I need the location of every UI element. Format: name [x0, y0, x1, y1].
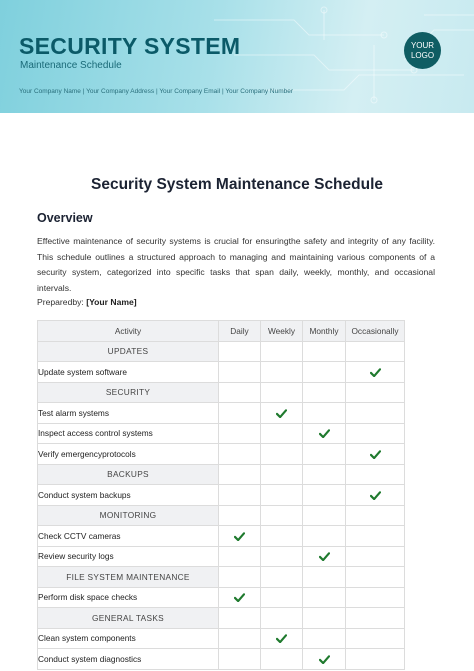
frequency-cell-daily [219, 444, 261, 465]
frequency-cell-occasionally [346, 587, 405, 608]
section-row [38, 382, 405, 403]
section-row [38, 464, 405, 485]
empty-cell [219, 567, 261, 588]
checkmark-icon [370, 368, 381, 377]
document-title: Security System Maintenance Schedule [90, 176, 384, 193]
frequency-cell-weekly [261, 485, 303, 506]
task-label: Update system software [38, 362, 219, 383]
frequency-cell-occasionally [346, 485, 405, 506]
column-header-daily: Daily [219, 321, 261, 342]
task-label: Verify emergencyprotocols [38, 444, 219, 465]
checkmark-icon [319, 655, 330, 664]
empty-cell [303, 464, 346, 485]
frequency-cell-monthly [303, 403, 346, 424]
company-title: SECURITY SYSTEM [19, 33, 241, 59]
logo-text-line2: LOGO [410, 50, 435, 60]
frequency-cell-weekly [261, 587, 303, 608]
prepared-by-label: Preparedby: [37, 297, 84, 307]
checkmark-icon [234, 593, 245, 602]
header-banner [0, 0, 474, 113]
section-label: SECURITY [38, 382, 219, 403]
checkmark-icon [319, 552, 330, 561]
frequency-cell-weekly [261, 546, 303, 567]
section-label: MONITORING [38, 505, 219, 526]
logo-text-line1: YOUR [410, 41, 435, 51]
frequency-cell-daily [219, 423, 261, 444]
empty-cell [346, 341, 405, 362]
section-row [38, 608, 405, 629]
company-subtitle: Maintenance Schedule [20, 60, 122, 71]
section-row [38, 567, 405, 588]
frequency-cell-daily [219, 403, 261, 424]
checkmark-icon [276, 409, 287, 418]
frequency-cell-occasionally [346, 526, 405, 547]
empty-cell [219, 341, 261, 362]
frequency-cell-monthly [303, 587, 346, 608]
frequency-cell-daily [219, 628, 261, 649]
empty-cell [303, 341, 346, 362]
empty-cell [303, 382, 346, 403]
section-row [38, 341, 405, 362]
frequency-cell-weekly [261, 362, 303, 383]
task-row [38, 546, 405, 567]
frequency-cell-monthly [303, 485, 346, 506]
frequency-cell-occasionally [346, 403, 405, 424]
frequency-cell-occasionally [346, 628, 405, 649]
checkmark-icon [319, 429, 330, 438]
logo-placeholder [404, 32, 441, 69]
frequency-cell-monthly [303, 628, 346, 649]
empty-cell [346, 608, 405, 629]
checkmark-icon [234, 532, 245, 541]
schedule-body [38, 341, 405, 669]
frequency-cell-occasionally [346, 423, 405, 444]
section-label: GENERAL TASKS [38, 608, 219, 629]
column-header-occasionally: Occasionally [346, 321, 405, 342]
frequency-cell-weekly [261, 628, 303, 649]
task-row [38, 649, 405, 670]
task-label: Check CCTV cameras [38, 526, 219, 547]
task-row [38, 444, 405, 465]
empty-cell [346, 505, 405, 526]
frequency-cell-daily [219, 649, 261, 670]
empty-cell [346, 567, 405, 588]
task-label: Conduct system diagnostics [38, 649, 219, 670]
frequency-cell-monthly [303, 546, 346, 567]
empty-cell [219, 608, 261, 629]
task-label: Clean system components [38, 628, 219, 649]
empty-cell [261, 382, 303, 403]
task-label: Inspect access control systems [38, 423, 219, 444]
frequency-cell-weekly [261, 649, 303, 670]
column-header-monthly: Monthly [303, 321, 346, 342]
section-label: BACKUPS [38, 464, 219, 485]
frequency-cell-weekly [261, 423, 303, 444]
frequency-cell-daily [219, 526, 261, 547]
task-row [38, 526, 405, 547]
section-row [38, 505, 405, 526]
table-header-row [38, 321, 405, 342]
section-label: UPDATES [38, 341, 219, 362]
frequency-cell-weekly [261, 526, 303, 547]
overview-paragraph: Effective maintenance of security systems is crucial for ensuringthe safety and integrity of any facility. This schedule outlines a structured approach to managing and maintaining various components of a security system, categorized into specific tasks that span daily, weekly, monthly, and occasional intervals. [37, 236, 435, 293]
frequency-cell-monthly [303, 423, 346, 444]
empty-cell [219, 382, 261, 403]
empty-cell [346, 382, 405, 403]
frequency-cell-occasionally [346, 546, 405, 567]
task-label: Review security logs [38, 546, 219, 567]
section-label: FILE SYSTEM MAINTENANCE [38, 567, 219, 588]
empty-cell [219, 505, 261, 526]
column-header-activity: Activity [38, 321, 219, 342]
empty-cell [303, 608, 346, 629]
empty-cell [303, 505, 346, 526]
task-row [38, 628, 405, 649]
task-label: Perform disk space checks [38, 587, 219, 608]
task-row [38, 485, 405, 506]
frequency-cell-occasionally [346, 444, 405, 465]
checkmark-icon [370, 450, 381, 459]
frequency-cell-occasionally [346, 649, 405, 670]
checkmark-icon [276, 634, 287, 643]
checkmark-icon [370, 491, 381, 500]
empty-cell [219, 464, 261, 485]
frequency-cell-monthly [303, 444, 346, 465]
task-row [38, 587, 405, 608]
prepared-by-value: [Your Name] [86, 297, 137, 307]
task-row [38, 403, 405, 424]
frequency-cell-weekly [261, 444, 303, 465]
task-label: Test alarm systems [38, 403, 219, 424]
empty-cell [261, 464, 303, 485]
frequency-cell-monthly [303, 649, 346, 670]
contact-line: Your Company Name | Your Company Address | Your Company Email | Your Company Number [19, 88, 293, 95]
empty-cell [303, 567, 346, 588]
column-header-weekly: Weekly [261, 321, 303, 342]
frequency-cell-daily [219, 362, 261, 383]
schedule-table [37, 320, 405, 670]
frequency-cell-occasionally [346, 362, 405, 383]
frequency-cell-weekly [261, 403, 303, 424]
empty-cell [261, 341, 303, 362]
task-row [38, 362, 405, 383]
frequency-cell-monthly [303, 362, 346, 383]
frequency-cell-daily [219, 485, 261, 506]
frequency-cell-daily [219, 587, 261, 608]
frequency-cell-monthly [303, 526, 346, 547]
overview-heading: Overview [37, 211, 93, 225]
empty-cell [346, 464, 405, 485]
prepared-by [37, 297, 137, 307]
empty-cell [261, 505, 303, 526]
task-row [38, 423, 405, 444]
task-label: Conduct system backups [38, 485, 219, 506]
empty-cell [261, 567, 303, 588]
empty-cell [261, 608, 303, 629]
frequency-cell-daily [219, 546, 261, 567]
